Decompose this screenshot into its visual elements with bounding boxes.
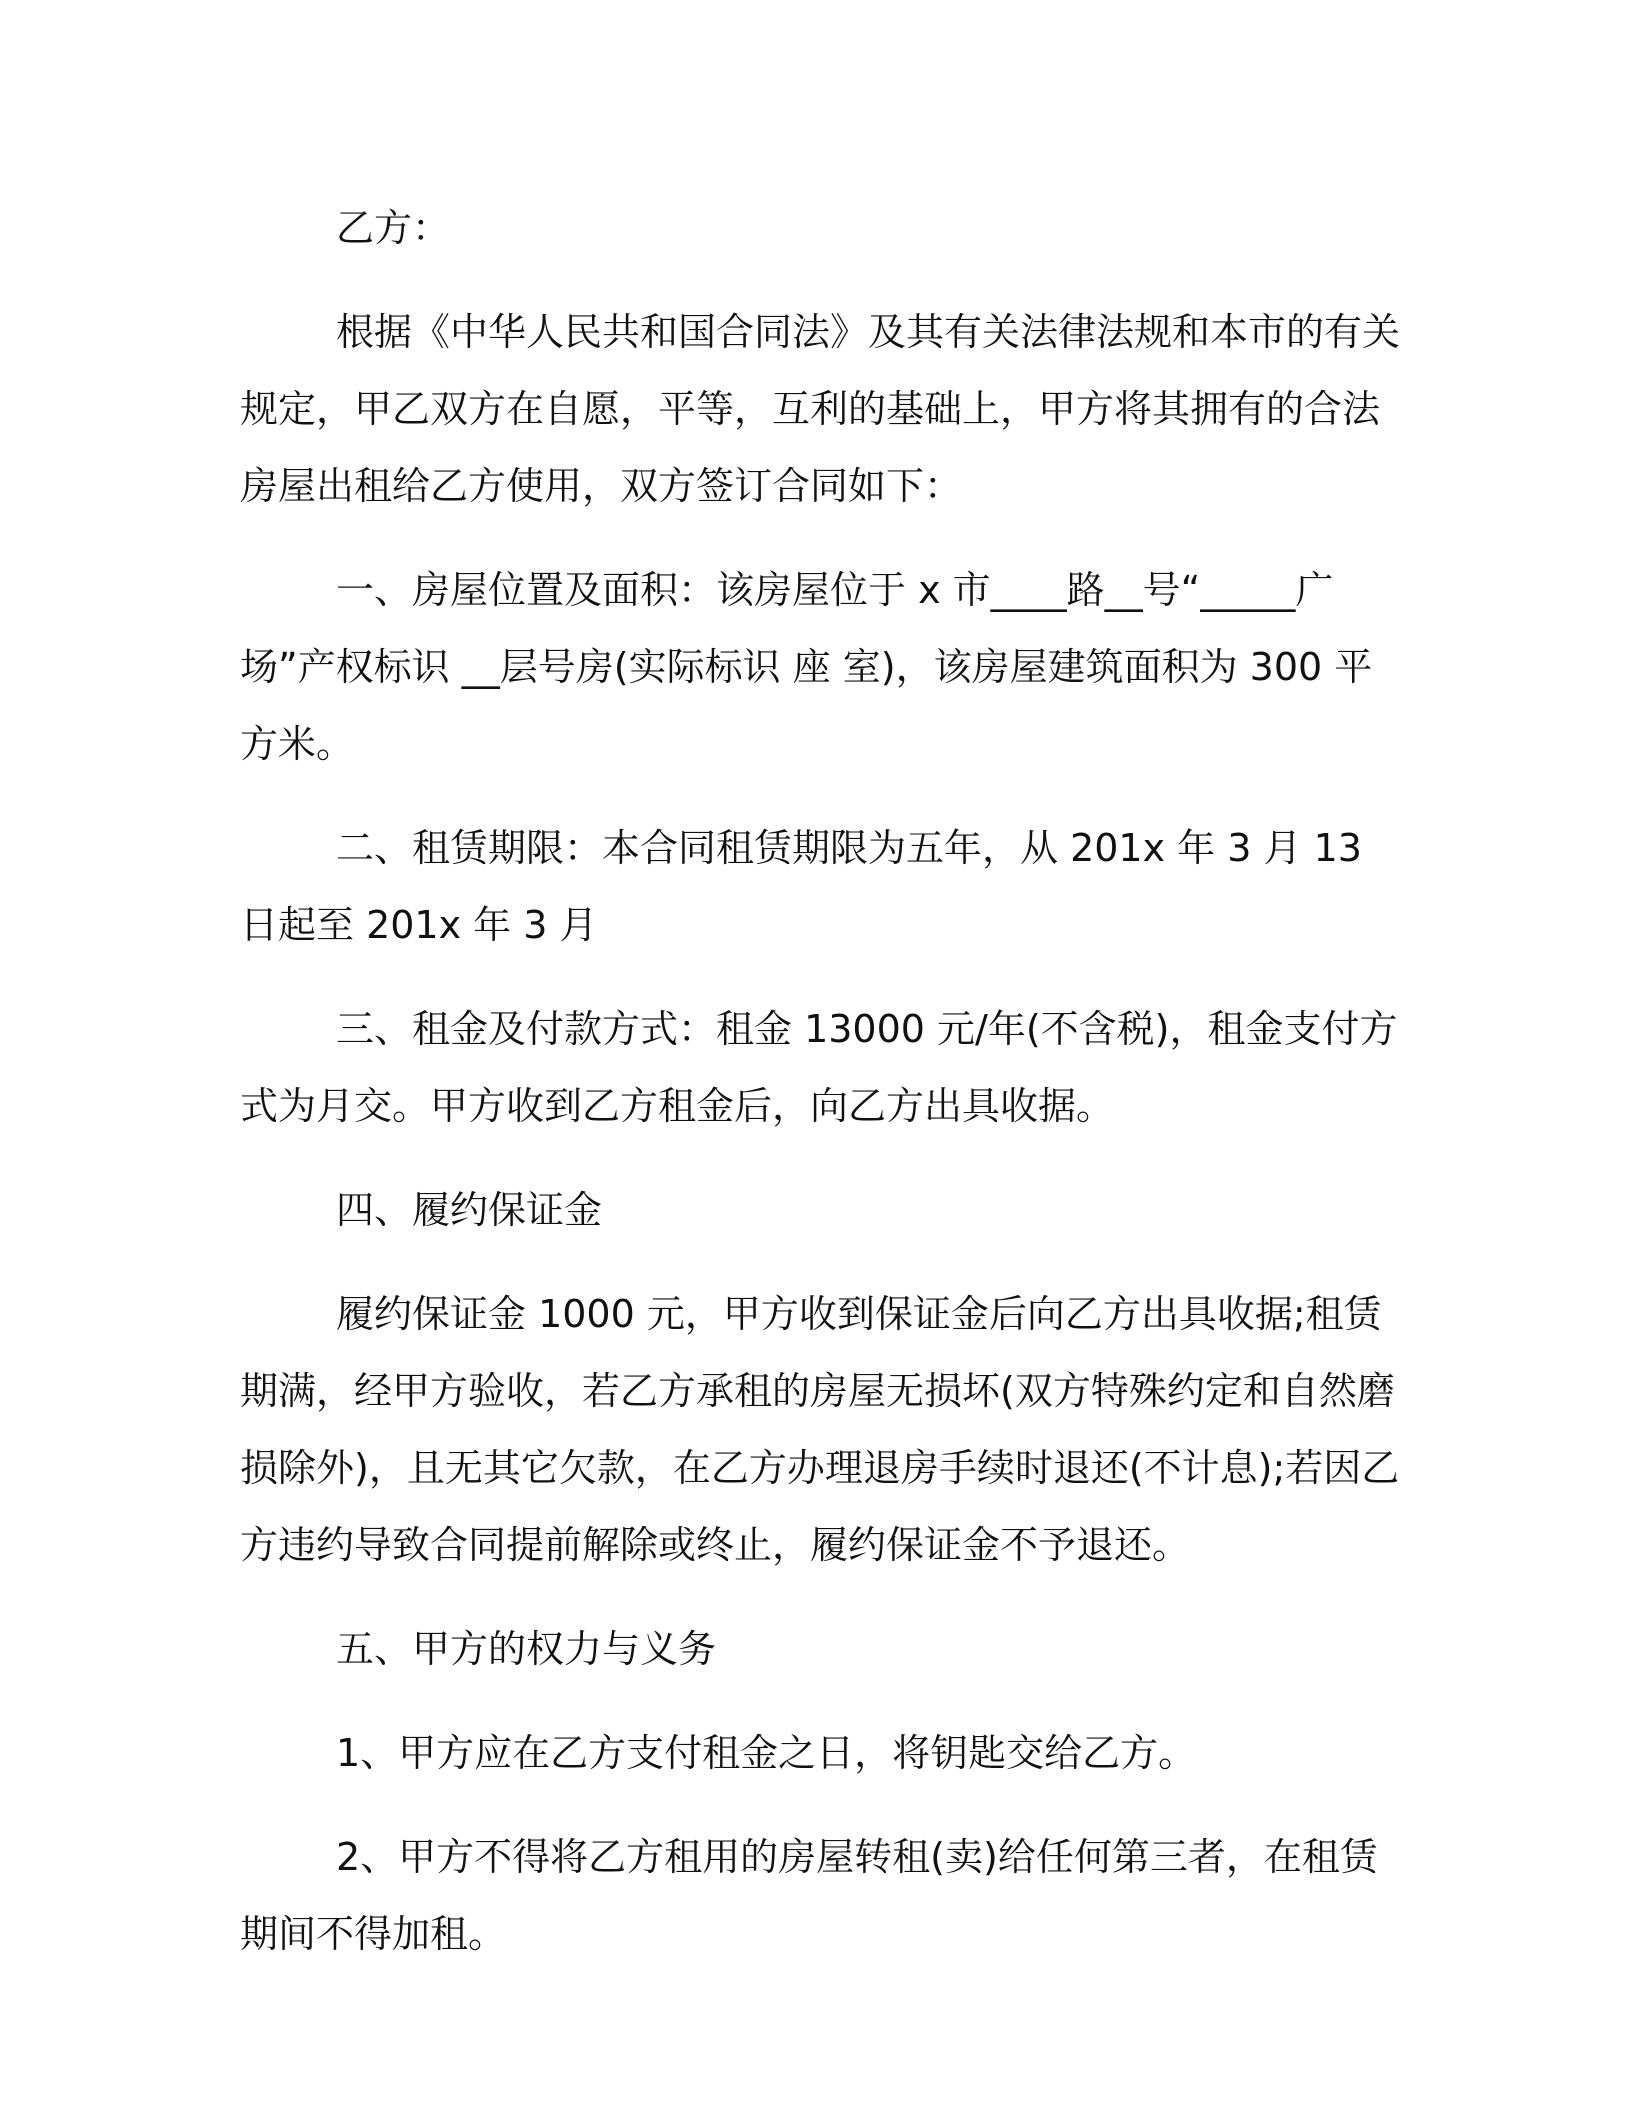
party-b-label: 乙方： [336, 206, 451, 250]
document-body [240, 190, 1400, 2000]
clause-5-item-1: 1、甲方应在乙方支付租金之日，将钥匙交给乙方。 [336, 1731, 1197, 1775]
clause-1-location-area: 一、房屋位置及面积：该房屋位于 x 市____路__号“_____广场”产权标识 __层号房(实际标识 座 室)，该房屋建筑面积为 300 平方米。 [240, 568, 1373, 766]
clause-4-heading: 四、履约保证金 [336, 1188, 603, 1232]
clause-3-rent-payment: 三、租金及付款方式：租金 13000 元/年(不含税)，租金支付方式为月交。甲方收到乙方租金后，向乙方出具收据。 [240, 1007, 1398, 1128]
clause-5-item-2: 2、甲方不得将乙方租用的房屋转租(卖)给任何第三者，在租赁期间不得加租。 [240, 1835, 1378, 1956]
clause-2-lease-term: 二、租赁期限：本合同租赁期限为五年，从 201x 年 3 月 13 日起至 201x 年 3 月 [240, 826, 1362, 947]
clause-5-heading: 五、甲方的权力与义务 [336, 1627, 717, 1671]
preamble-paragraph: 根据《中华人民共和国合同法》及其有关法律法规和本市的有关规定，甲乙双方在自愿，平等，互利的基础上，甲方将其拥有的合法房屋出租给乙方使用，双方签订合同如下： [240, 310, 1401, 508]
clause-4-deposit-paragraph: 履约保证金 1000 元，甲方收到保证金后向乙方出具收据;租赁期满，经甲方验收，若乙方承租的房屋无损坏(双方特殊约定和自然磨损除外)，且无其它欠款，在乙方办理退房手续时退还(不计息);若因乙方违约导致合同提前解除或终止，履约保证金不予退还。 [240, 1292, 1400, 1567]
